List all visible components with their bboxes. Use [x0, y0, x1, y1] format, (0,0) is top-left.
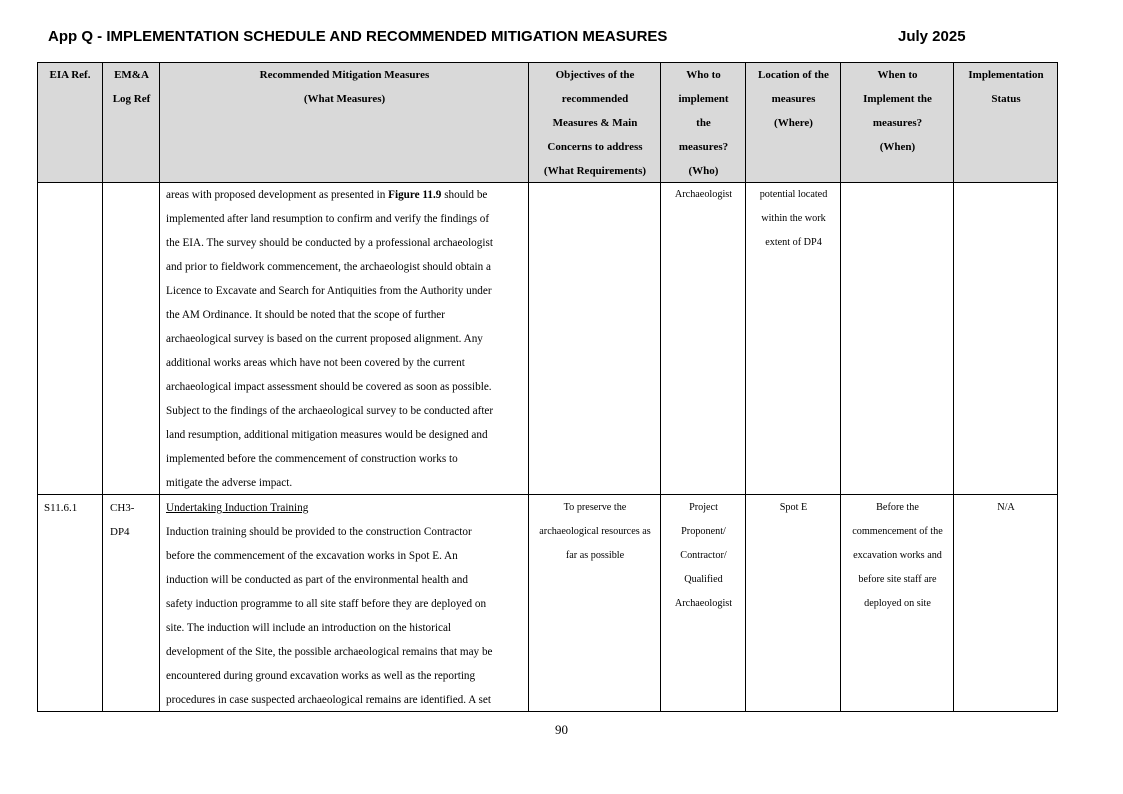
who-line: Archaeologist — [674, 189, 733, 200]
who-line: Contractor/ — [680, 550, 727, 561]
when-line: excavation works and — [853, 550, 942, 561]
header-line: recommended — [561, 93, 629, 105]
header-line: implement — [678, 93, 729, 105]
measure-line: and prior to fieldwork commencement, the archaeologist should obtain a — [166, 261, 491, 273]
measure-line: site. The induction will include an introduction on the historical — [166, 622, 452, 634]
page-header-date: July 2025 — [898, 28, 966, 45]
measure-line: before the commencement of the excavation works in Spot E. An — [166, 550, 458, 562]
where-line: potential located — [759, 189, 828, 200]
measure-line: archaeological impact assessment should be covered as soon as possible. — [166, 381, 492, 393]
column-header-where — [746, 63, 841, 135]
column-divider — [102, 62, 103, 712]
measure-line: safety induction programme to all site staff before they are deployed on — [166, 598, 487, 610]
row1-who — [661, 183, 746, 207]
row2-status: N/A — [997, 502, 1015, 513]
row2-measures-text — [166, 496, 526, 712]
header-line: Objectives of the — [555, 69, 635, 81]
measure-line: Licence to Excavate and Search for Antiquities from the Authority under — [166, 285, 492, 297]
column-header-status — [954, 63, 1058, 111]
page-header-title: App Q - IMPLEMENTATION SCHEDULE AND RECOMMENDED MITIGATION MEASURES — [48, 28, 668, 45]
when-line: before site staff are — [858, 574, 937, 585]
header-line: the — [696, 117, 711, 129]
column-header-ema-log-ref — [103, 63, 160, 111]
objective-line: archaeological resources as — [539, 526, 651, 537]
row1-where — [746, 183, 841, 255]
column-divider — [159, 62, 160, 712]
when-line: deployed on site — [864, 598, 931, 609]
row2-eia-ref: S11.6.1 — [44, 502, 78, 514]
measure-line: implemented after land resumption to confirm and verify the findings of — [166, 213, 490, 225]
when-line: Before the — [876, 502, 919, 513]
row1-measures-text — [166, 183, 526, 495]
header-line: (What Measures) — [303, 93, 386, 105]
column-header-objectives — [529, 63, 661, 183]
header-line: EM&A — [114, 69, 149, 81]
log-ref-line: DP4 — [110, 526, 130, 538]
where-line: Spot E — [779, 502, 808, 513]
header-line: measures? — [678, 141, 729, 153]
measure-line: archaeological survey is based on the current proposed alignment. Any — [166, 333, 483, 345]
objective-line: far as possible — [565, 550, 625, 561]
column-header-who — [661, 63, 746, 183]
header-line: Implement the — [863, 93, 932, 105]
header-line: Recommended Mitigation Measures — [259, 69, 430, 81]
header-line: Measures & Main — [552, 117, 638, 129]
column-header-eia-ref — [37, 63, 103, 87]
where-line: extent of DP4 — [765, 237, 822, 248]
who-line: Qualified — [684, 574, 723, 585]
header-line: When to — [877, 69, 918, 81]
when-line: commencement of the — [852, 526, 943, 537]
header-line: Status — [991, 93, 1021, 105]
who-line: Proponent/ — [681, 526, 726, 537]
column-header-when — [841, 63, 954, 159]
who-line: Project — [689, 502, 718, 513]
measure-line: areas with proposed development as presented in Figure 11.9 should be — [166, 189, 488, 201]
measure-line: induction will be conducted as part of the environmental health and — [166, 574, 468, 586]
header-line: Implementation — [968, 69, 1044, 81]
measure-line: development of the Site, the possible archaeological remains that may be — [166, 646, 493, 658]
measure-line: implemented before the commencement of construction works to — [166, 453, 458, 465]
page-number: 90 — [555, 722, 568, 737]
column-header-measures — [160, 63, 529, 111]
header-line: Location of the — [758, 69, 829, 81]
header-line: Concerns to address — [547, 141, 643, 153]
header-line: measures? — [872, 117, 923, 129]
row2-where — [746, 496, 841, 520]
measure-title: Undertaking Induction Training — [166, 502, 309, 514]
measure-line: land resumption, additional mitigation measures would be designed and — [166, 429, 488, 441]
header-line: Log Ref — [112, 93, 151, 105]
measure-line: encountered during ground excavation works as well as the reporting — [166, 670, 476, 682]
objective-line: To preserve the — [563, 502, 627, 513]
header-line: (When) — [879, 141, 916, 153]
header-line: (Who) — [688, 165, 719, 177]
where-line: within the work — [761, 213, 826, 224]
measure-line: mitigate the adverse impact. — [166, 477, 293, 489]
header-line: Who to — [686, 69, 721, 81]
row2-when — [841, 496, 954, 616]
header-line: EIA Ref. — [49, 69, 91, 81]
measure-line: Subject to the findings of the archaeological survey to be conducted after — [166, 405, 494, 417]
row2-objectives — [529, 496, 661, 568]
row2-who — [661, 496, 746, 616]
measure-line: the AM Ordinance. It should be noted that the scope of further — [166, 309, 445, 321]
measure-line: Induction training should be provided to the construction Contractor — [166, 526, 472, 538]
row2-log-ref — [110, 496, 159, 544]
log-ref-line: CH3- — [110, 502, 135, 514]
figure-reference: Figure 11.9 — [388, 189, 442, 201]
header-line: measures — [771, 93, 816, 105]
header-line: (Where) — [774, 117, 813, 129]
header-line: (What Requirements) — [543, 165, 647, 177]
measure-line: procedures in case suspected archaeological remains are identified. A set — [166, 694, 491, 706]
who-line: Archaeologist — [674, 598, 733, 609]
measure-line: the EIA. The survey should be conducted by a professional archaeologist — [166, 237, 493, 249]
measure-line: additional works areas which have not been covered by the current — [166, 357, 465, 369]
